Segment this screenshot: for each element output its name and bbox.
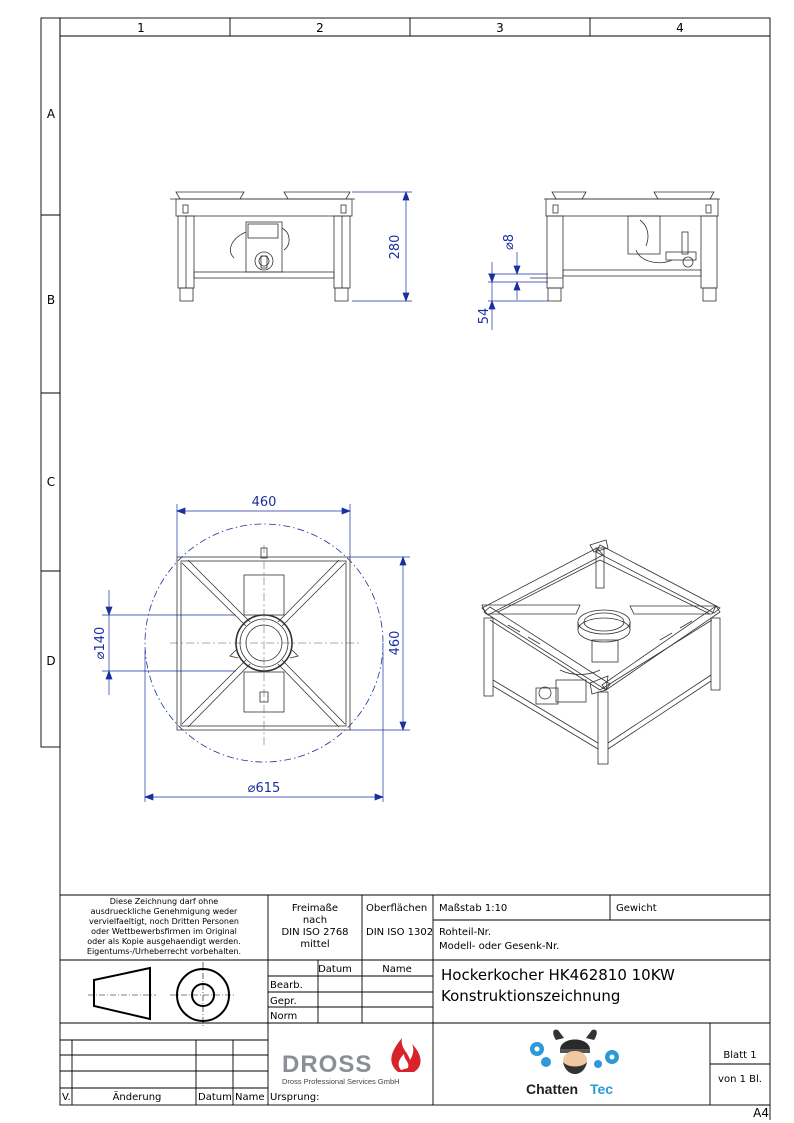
zone-column-3: 3 (496, 21, 504, 35)
copyright-notice (87, 897, 241, 956)
dimension-bolt-height: 54 (477, 307, 492, 325)
dimension-footprint-diameter-615: ⌀615 (247, 781, 281, 796)
surfaces-standard: DIN ISO 1302 (366, 927, 434, 938)
dross-logo-word: DROSS (282, 1051, 373, 1078)
weight-label: Gewicht (616, 903, 657, 914)
date-header: Datum (318, 964, 352, 975)
raw-part-number-label: Rohteil-Nr. (439, 927, 492, 938)
top-view-dimensions (102, 504, 410, 802)
zone-row-d: D (46, 654, 56, 668)
freimasse-line: nach (302, 915, 328, 926)
drawing-title: Hockerkocher HK462810 10KW (441, 966, 675, 984)
freimasse-line: mittel (300, 939, 330, 950)
left-gear-icon (530, 1042, 551, 1067)
front-view-height-dimension (352, 192, 412, 301)
drawn-by-label: Bearb. (270, 980, 303, 991)
paper-format: A4 (753, 1106, 769, 1120)
dimension-ring-diameter-140: ⌀140 (93, 626, 108, 660)
notice-line: oder als Kopie ausgehaendigt werden. (87, 937, 241, 946)
zone-row-a: A (46, 107, 56, 121)
dross-logo (282, 1038, 421, 1086)
zone-row-b: B (46, 293, 56, 307)
revision-index-header: V. (62, 1092, 71, 1103)
chattentec-word-tec: Tec (590, 1081, 614, 1097)
notice-line: oder Wettbewerbsfirmen im Original (91, 927, 237, 936)
chattentec-word-chatten: Chatten (526, 1081, 579, 1097)
viking-mascot-icon (553, 1030, 597, 1074)
sheet-total: von 1 Bl. (718, 1074, 762, 1085)
drawing-subtitle: Konstruktionszeichnung (441, 987, 621, 1005)
origin-label: Ursprung: (270, 1092, 320, 1103)
notice-line: Eigentums-/Urheberrecht vorbehalten. (86, 947, 242, 956)
surfaces-label: Oberflächen (366, 903, 428, 914)
scale-label: Maßstab 1:10 (439, 903, 508, 914)
dimension-bolt-diameter: ⌀8 (502, 233, 517, 251)
standards-label: Norm (270, 1011, 298, 1022)
dimension-width-460: 460 (251, 495, 277, 510)
side-view-bolt-dimensions (488, 252, 548, 330)
revision-date-header: Datum (198, 1092, 232, 1103)
right-gear-icon (594, 1050, 619, 1068)
zone-column-2: 2 (316, 21, 324, 35)
zone-row-c: C (46, 475, 56, 489)
notice-line: vervielfaeltigt, noch Dritten Personen (89, 917, 239, 926)
notice-line: ausdrueckliche Genehmigung weder (90, 907, 238, 916)
freimasse-line: DIN ISO 2768 (281, 927, 349, 938)
dimension-depth-460: 460 (388, 630, 403, 656)
side-view (530, 192, 720, 301)
isometric-view (482, 540, 720, 764)
dimension-height-280: 280 (388, 234, 403, 260)
sheet-number: Blatt 1 (723, 1050, 757, 1061)
freimasse-line: Freimaße (291, 903, 339, 914)
checked-by-label: Gepr. (270, 996, 297, 1007)
notice-line: Diese Zeichnung darf ohne (109, 897, 219, 906)
zone-column-1: 1 (137, 21, 145, 35)
front-view (170, 192, 355, 301)
dross-logo-subtitle: Dross Professional Services GmbH (282, 1077, 400, 1086)
chattentec-logo (526, 1030, 619, 1097)
general-tolerances (281, 903, 348, 950)
revision-name-header: Name (235, 1092, 265, 1103)
revision-change-header: Änderung (112, 1092, 162, 1103)
model-number-label: Modell- oder Gesenk-Nr. (439, 941, 560, 952)
name-header: Name (382, 964, 412, 975)
projection-symbol (88, 962, 236, 1028)
zone-column-4: 4 (676, 21, 684, 35)
